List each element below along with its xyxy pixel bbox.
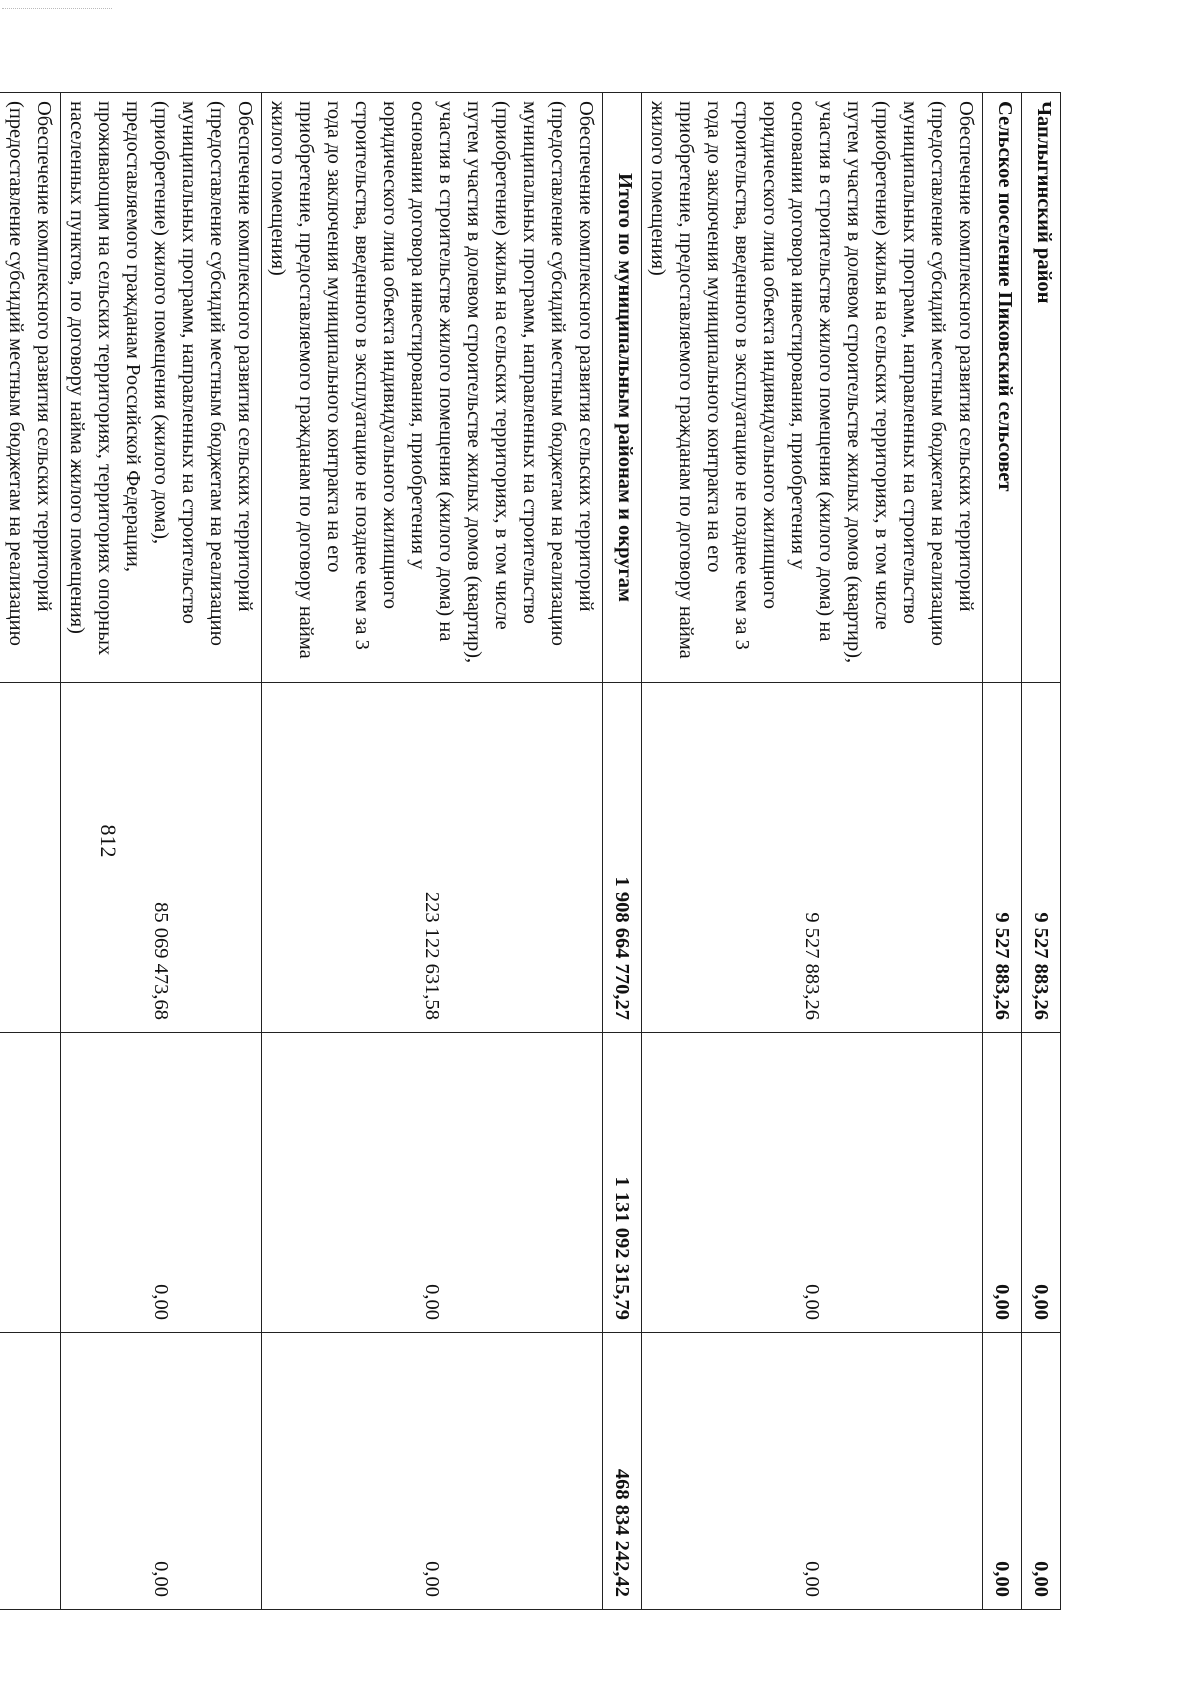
row-value-3: 0,00: [262, 1333, 603, 1610]
row-name: Обеспечение комплексного развития сельских территорий (предоставление субсидий местным бюджетам на реализацию муниципальных программ, направленных на строительство (приобретение) жилого помещения (жилого дома), предоставляемого гражданам Российской Федерации, проживающим на сельских территориях, территориях опорных населенных пунктов, по договору найма жилого помещения): [61, 93, 262, 683]
row-value-1: 9 527 883,26: [1022, 683, 1061, 1033]
row-value-2: [0, 1033, 61, 1333]
row-value-2: 0,00: [262, 1033, 603, 1333]
row-name: Итого по муниципальным районам и округам: [603, 93, 642, 683]
table-row-district: [1022, 93, 1061, 1610]
row-name: Обеспечение комплексного развития сельских территорий (предоставление субсидий местным бюджетам на реализацию муниципальных программ, направленных на строительство (приобретение) жилья на сельских территориях, в том числе путем участия в долевом строительстве жилых домов (квартир), участия в строительстве жилого помещения (жилого дома) на основании договора инвестирования, приобретения у юридического лица объекта индивидуального жилищного строительства, введенного в эксплуатацию не позднее чем за 3 года до заключения муниципального контракта на его приобретение, предоставляемого гражданам по договору найма жилого помещения): [642, 93, 983, 683]
table-row: [642, 93, 983, 1610]
table-row: [61, 93, 262, 1610]
row-value-1: 9 527 883,26: [983, 683, 1022, 1033]
table-row-settlement: [983, 93, 1022, 1610]
row-value-3: 0,00: [983, 1333, 1022, 1610]
scan-edge-mark: [2, 8, 112, 9]
row-value-1: 85 069 473,68: [61, 683, 262, 1033]
row-name: Обеспечение комплексного развития сельских территорий (предоставление субсидий местным бюджетам на реализацию муниципальных программ, направленных на строительство (приобретение) жилья на сельских территориях, в том числе путем участия в долевом строительстве жилых домов (квартир), участия в строительстве жилого помещения (жилого дома) на основании договора инвестирования, приобретения у юридического лица объекта индивидуального жилищного строительства, введенного в эксплуатацию не позднее чем за 3 года до заключения муниципального контракта на его приобретение, предоставляемого гражданам по договору найма жилого помещения): [262, 93, 603, 683]
table-row-total: [603, 93, 642, 1610]
row-value-2: 0,00: [61, 1033, 262, 1333]
row-name: Чаплыгинский район: [1022, 93, 1061, 683]
row-value-1: 9 527 883,26: [642, 683, 983, 1033]
row-value-1: [0, 683, 61, 1033]
page-number: 812: [96, 824, 121, 858]
row-value-2: 0,00: [642, 1033, 983, 1333]
row-value-2: 0,00: [1022, 1033, 1061, 1333]
table-row: [262, 93, 603, 1610]
row-value-3: 0,00: [1022, 1333, 1061, 1610]
row-value-1: 1 908 664 770,27: [603, 683, 642, 1033]
budget-table: [0, 92, 1061, 1610]
row-value-3: 0,00: [642, 1333, 983, 1610]
row-value-3: 468 834 242,42: [603, 1333, 642, 1610]
row-value-1: 223 122 631,58: [262, 683, 603, 1033]
row-name: Сельское поселение Пиковский сельсовет: [983, 93, 1022, 683]
row-value-2: 1 131 092 315,79: [603, 1033, 642, 1333]
row-value-3: 0,00: [61, 1333, 262, 1610]
row-value-3: [0, 1333, 61, 1610]
row-value-2: 0,00: [983, 1033, 1022, 1333]
row-name: Обеспечение комплексного развития сельских территорий (предоставление субсидий местным бюджетам на реализацию: [0, 93, 61, 683]
table-row: [0, 93, 61, 1610]
